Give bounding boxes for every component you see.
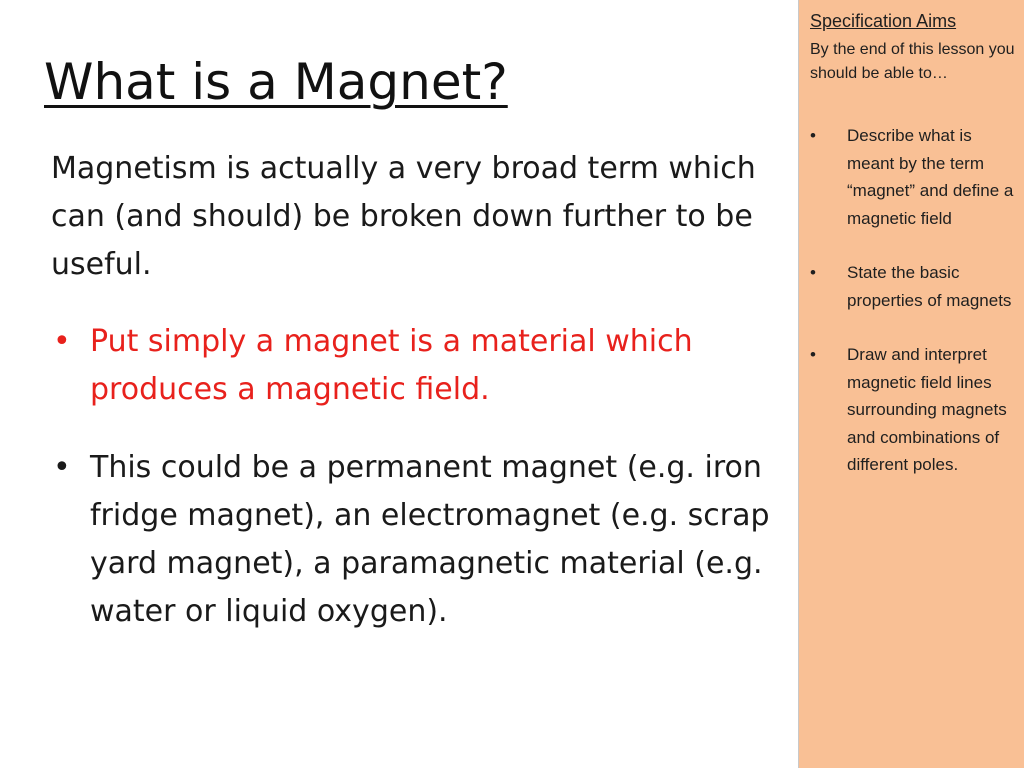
sidebar-heading: Specification Aims xyxy=(810,11,957,31)
bullet-icon: • xyxy=(810,126,816,145)
bullet-icon: • xyxy=(810,345,816,364)
aim-item-state xyxy=(810,259,1015,314)
bullet-text: This could be a permanent magnet (e.g. iron fridge magnet), an electromagnet (e.g. scrap yard magnet), a paramagnetic material (e.g. water or liquid oxygen). xyxy=(90,450,770,629)
aim-text: State the basic properties of magnets xyxy=(847,263,1012,310)
aim-text: Draw and interpret magnetic field lines surrounding magnets and combinations of different poles. xyxy=(847,345,1007,474)
aim-item-describe xyxy=(810,122,1015,232)
specification-aims-sidebar xyxy=(798,0,1024,768)
bullet-icon: • xyxy=(53,324,71,359)
aim-item-draw xyxy=(810,341,1015,479)
bullet-item-definition xyxy=(51,318,771,414)
bullet-text: Put simply a magnet is a material which produces a magnetic field. xyxy=(90,324,693,407)
bullet-item-examples xyxy=(51,444,771,636)
bullet-list xyxy=(51,318,771,666)
sidebar-subheading: By the end of this lesson you should be able to… xyxy=(810,41,1015,82)
slide-title: What is a Magnet? xyxy=(44,53,508,111)
bullet-icon: • xyxy=(810,263,816,282)
aims-list xyxy=(810,122,1015,506)
bullet-icon: • xyxy=(53,450,71,485)
intro-paragraph: Magnetism is actually a very broad term which can (and should) be broken down further to be useful. xyxy=(51,151,756,282)
aim-text: Describe what is meant by the term “magnet” and define a magnetic field xyxy=(847,126,1014,228)
